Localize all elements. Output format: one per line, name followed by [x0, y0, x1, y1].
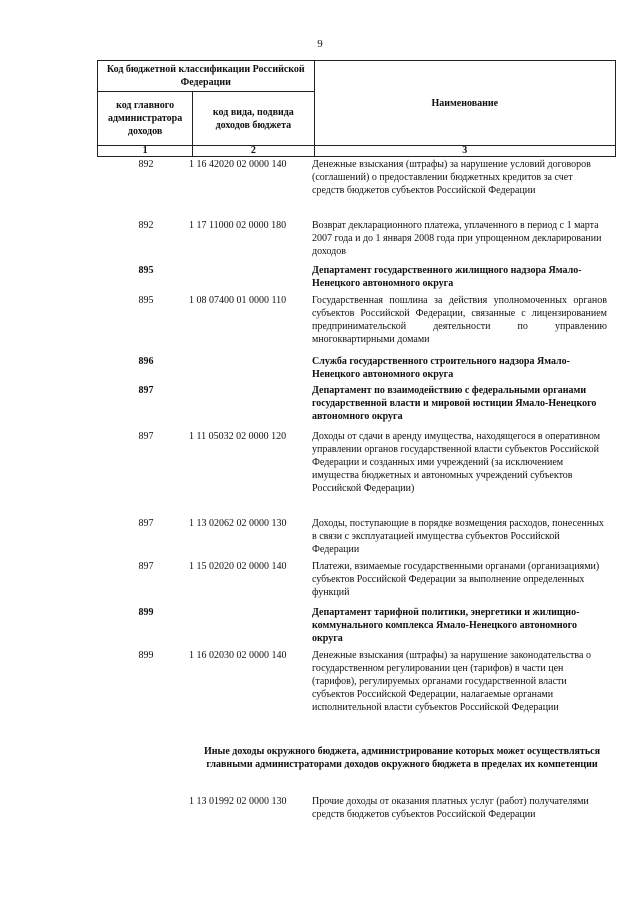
admin-code: 895	[138, 295, 154, 306]
income-code: 1 13 01992 02 0000 130	[189, 796, 287, 807]
table-header	[97, 60, 616, 157]
admin-code: 892	[138, 220, 154, 231]
admin-code: 899	[138, 607, 154, 618]
admin-code: 897	[138, 518, 154, 529]
section-heading: Иные доходы окружного бюджета, администрирование которых может осуществляться главными администраторами доходов окружного бюджета в пределах их компетенции	[203, 746, 601, 770]
header-num-2: 2	[193, 146, 314, 157]
header-group: Код бюджетной классификации Российской Федерации	[98, 61, 315, 92]
income-code: 1 15 02020 02 0000 140	[189, 561, 287, 572]
admin-code: 897	[138, 385, 154, 396]
income-code: 1 16 42020 02 0000 140	[189, 159, 287, 170]
income-name: Платежи, взимаемые государственными органами (организациями) субъектов Российской Федерации за выполнение определенных функций	[312, 561, 600, 598]
admin-code: 897	[138, 431, 154, 442]
header-admin-code: код главного администратора доходов	[98, 92, 193, 146]
admin-code: 897	[138, 561, 154, 572]
income-code: 1 08 07400 01 0000 110	[189, 295, 287, 306]
income-code: 1 17 11000 02 0000 180	[189, 220, 287, 231]
income-code: 1 16 02030 02 0000 140	[189, 650, 287, 661]
income-code: 1 13 02062 02 0000 130	[189, 518, 287, 529]
admin-code: 895	[138, 265, 154, 276]
income-code: 1 11 05032 02 0000 120	[189, 431, 287, 442]
header-num-3: 3	[314, 146, 615, 157]
department-name: Департамент по взаимодействию с федеральными органами государственной власти и мировой юстиции Ямало-Ненецкого автономного округа	[312, 385, 597, 422]
department-name: Департамент государственного жилищного надзора Ямало-Ненецкого автономного округа	[312, 265, 582, 289]
admin-code: 892	[138, 159, 154, 170]
page-number: 9	[317, 38, 323, 50]
header-name: Наименование	[314, 61, 615, 146]
income-name: Прочие доходы от оказания платных услуг (работ) получателями средств бюджетов субъектов Российской Федерации	[312, 796, 589, 820]
department-name: Служба государственного строительного надзора Ямало-Ненецкого автономного округа	[312, 356, 570, 380]
income-name: Доходы от сдачи в аренду имущества, находящегося в оперативном управлении органов государственной власти субъектов Российской Федерации и созданных ими учреждений (за исключением имущества бюджетных и автономных учреждений субъектов Российской Федерации)	[312, 431, 601, 494]
header-income-code: код вида, подвида доходов бюджета	[193, 92, 314, 146]
income-name: Денежные взыскания (штрафы) за нарушение законодательства о государственном регулировании цен (тарифов) в части цен (тарифов), регулируемых органами государственной власти субъектов Российской Федерации, налагаемые органами исполнительной власти субъектов Российской Федерации	[312, 650, 591, 713]
admin-code: 896	[138, 356, 154, 367]
header-num-1: 1	[98, 146, 193, 157]
income-name: Возврат декларационного платежа, уплаченного в период с 1 марта 2007 года и до 1 января 2008 года при упрощенном декларировании доходов	[312, 220, 602, 257]
income-name: Государственная пошлина за действия уполномоченных органов субъектов Российской Федерации, связанные с лицензированием предпринимательской деятельности по управлению многоквартирными домами	[312, 295, 607, 345]
department-name: Департамент тарифной политики, энергетики и жилищно-коммунального комплекса Ямало-Ненецкого автономного округа	[312, 607, 580, 644]
income-name: Денежные взыскания (штрафы) за нарушение условий договоров (соглашений) о предоставлении бюджетных кредитов за счет средств бюджетов субъектов Российской Федерации	[312, 159, 591, 196]
income-name: Доходы, поступающие в порядке возмещения расходов, понесенных в связи с эксплуатацией имущества субъектов Российской Федерации	[312, 518, 604, 555]
admin-code: 899	[138, 650, 154, 661]
